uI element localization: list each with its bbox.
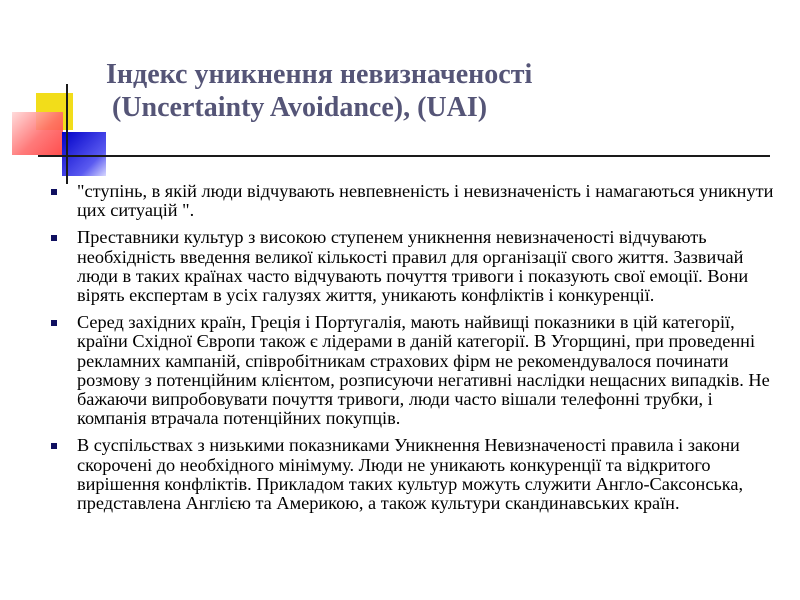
decorative-blue-square <box>62 132 106 176</box>
bullet-square-icon <box>51 320 57 326</box>
decorative-red-square <box>12 112 63 155</box>
bullet-text-3: Серед західних країн, Греція і Португалія, мають найвищі показники в цій категорії, країни Східної Європи також є лідерами в даній категорії. В Угорщині, при проведенні рекламних кампаній, співробітникам страхових фірм не рекомендувалося починати розмову з потенційним клієнтом, розписуючи негативні наслідки нещасних випадків. Не бажаючи випробовувати почуття тривоги, люди часто вішали телефонні трубки, і компанія втрачала потенційних покупців. <box>77 312 770 429</box>
decorative-vertical-line <box>66 84 68 184</box>
slide-title-line-2: (Uncertainty Avoidance), (UAI) <box>112 92 488 123</box>
bullet-square-icon <box>51 443 57 449</box>
bullet-item-3 <box>47 313 782 428</box>
bullet-item-4 <box>47 436 782 513</box>
bullet-text-4: В суспільствах з низькими показниками Уникнення Невизначеності правила і закони скорочені до необхідного мінімуму. Люди не уникають конкуренції та відкритого вирішення конфліктів. Прикладом таких культур можуть служити Англо-Саксонська, представлена Англією та Америкою, а також культури скандинавських країн. <box>77 435 744 514</box>
slide-title <box>106 58 666 124</box>
bullet-text-2: Преставники культур з високою ступенем уникнення невизначеності відчувають необхідність введення великої кількості правил для організації свого життя. Зазвичай люди в таких країнах часто відчувають почуття тривоги і показують свої емоції. Вони вірять експертам в усіх галузях життя, уникають конфліктів і конкуренції. <box>77 227 749 306</box>
bullet-square-icon <box>51 235 57 241</box>
bullet-item-1 <box>47 182 782 220</box>
title-underline <box>38 155 770 157</box>
bullet-text-1: "ступінь, в якій люди відчувають невпевненість і невизначеність і намагаються уникнути цих ситуацій ". <box>77 181 774 221</box>
bullet-item-2 <box>47 228 782 305</box>
slide-title-line-1: Індекс уникнення невизначеності <box>106 59 533 90</box>
bullet-square-icon <box>51 189 57 195</box>
bullet-list <box>47 182 782 521</box>
